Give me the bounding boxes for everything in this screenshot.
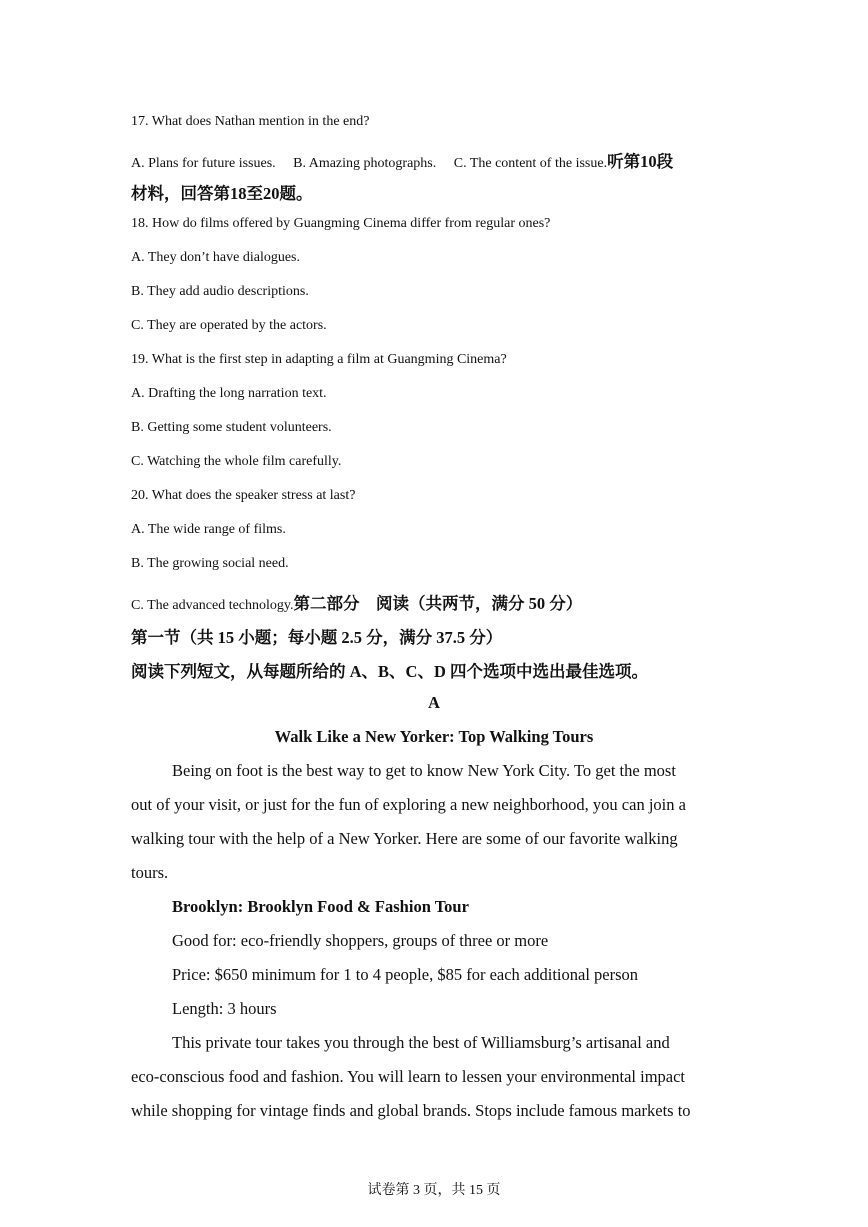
passage-letter: A	[428, 693, 440, 712]
passage-para1-line3: walking tour with the help of a New Yorker. Here are some of our favorite walking	[131, 829, 678, 848]
passage-title: Walk Like a New Yorker: Top Walking Tours	[274, 727, 594, 746]
question-20: 20. What does the speaker stress at last?	[131, 488, 356, 503]
tour-good-for: Good for: eco-friendly shoppers, groups of three or more	[172, 931, 549, 950]
question-20-option-b: B. The growing social need.	[131, 556, 289, 571]
question-17-options-text: A. Plans for future issues. B. Amazing photographs. C. The content of the issue.	[131, 156, 608, 171]
page-footer: 试卷第 3 页，共 15 页	[367, 1183, 501, 1198]
question-18-option-b: B. They add audio descriptions.	[131, 284, 309, 299]
tour-title: Brooklyn: Brooklyn Food & Fashion Tour	[172, 897, 469, 916]
tour-price: Price: $650 minimum for 1 to 4 people, $85 for each additional person	[172, 965, 639, 984]
section-instruction: 阅读下列短文，从每题所给的 A、B、C、D 四个选项中选出最佳选项。	[131, 662, 649, 681]
question-20-option-c-line	[131, 590, 582, 614]
listening-heading-part1: 听第10段	[607, 152, 674, 171]
passage-para1-line1: Being on foot is the best way to get to know New York City. To get the most	[172, 761, 676, 780]
passage-para1-line4: tours.	[131, 863, 169, 882]
section-heading: 第一节（共 15 小题；每小题 2.5 分，满分 37.5 分）	[131, 628, 503, 647]
question-20-option-a: A. The wide range of films.	[131, 522, 286, 537]
question-19-option-a: A. Drafting the long narration text.	[131, 386, 327, 401]
question-19: 19. What is the first step in adapting a film at Guangming Cinema?	[131, 352, 507, 367]
part-two-heading: 第二部分 阅读（共两节，满分 50 分）	[293, 594, 583, 613]
question-18: 18. How do films offered by Guangming Cinema differ from regular ones?	[131, 216, 551, 231]
tour-length: Length: 3 hours	[172, 999, 277, 1018]
question-19-option-c: C. Watching the whole film carefully.	[131, 454, 342, 469]
question-18-option-c: C. They are operated by the actors.	[131, 318, 327, 333]
question-18-option-a: A. They don’t have dialogues.	[131, 250, 301, 265]
passage-para2-line1: This private tour takes you through the best of Williamsburg’s artisanal and	[172, 1033, 670, 1052]
listening-heading-part2: 材料，回答第18至20题。	[131, 184, 313, 203]
question-17-options	[131, 148, 673, 172]
passage-para2-line3: while shopping for vintage finds and global brands. Stops include famous markets to	[131, 1101, 691, 1120]
question-20-option-c: C. The advanced technology.	[131, 598, 294, 613]
passage-para1-line2: out of your visit, or just for the fun of exploring a new neighborhood, you can join a	[131, 795, 686, 814]
question-19-option-b: B. Getting some student volunteers.	[131, 420, 332, 435]
question-17: 17. What does Nathan mention in the end?	[131, 114, 370, 129]
passage-para2-line2: eco-conscious food and fashion. You will learn to lessen your environmental impact	[131, 1067, 686, 1086]
